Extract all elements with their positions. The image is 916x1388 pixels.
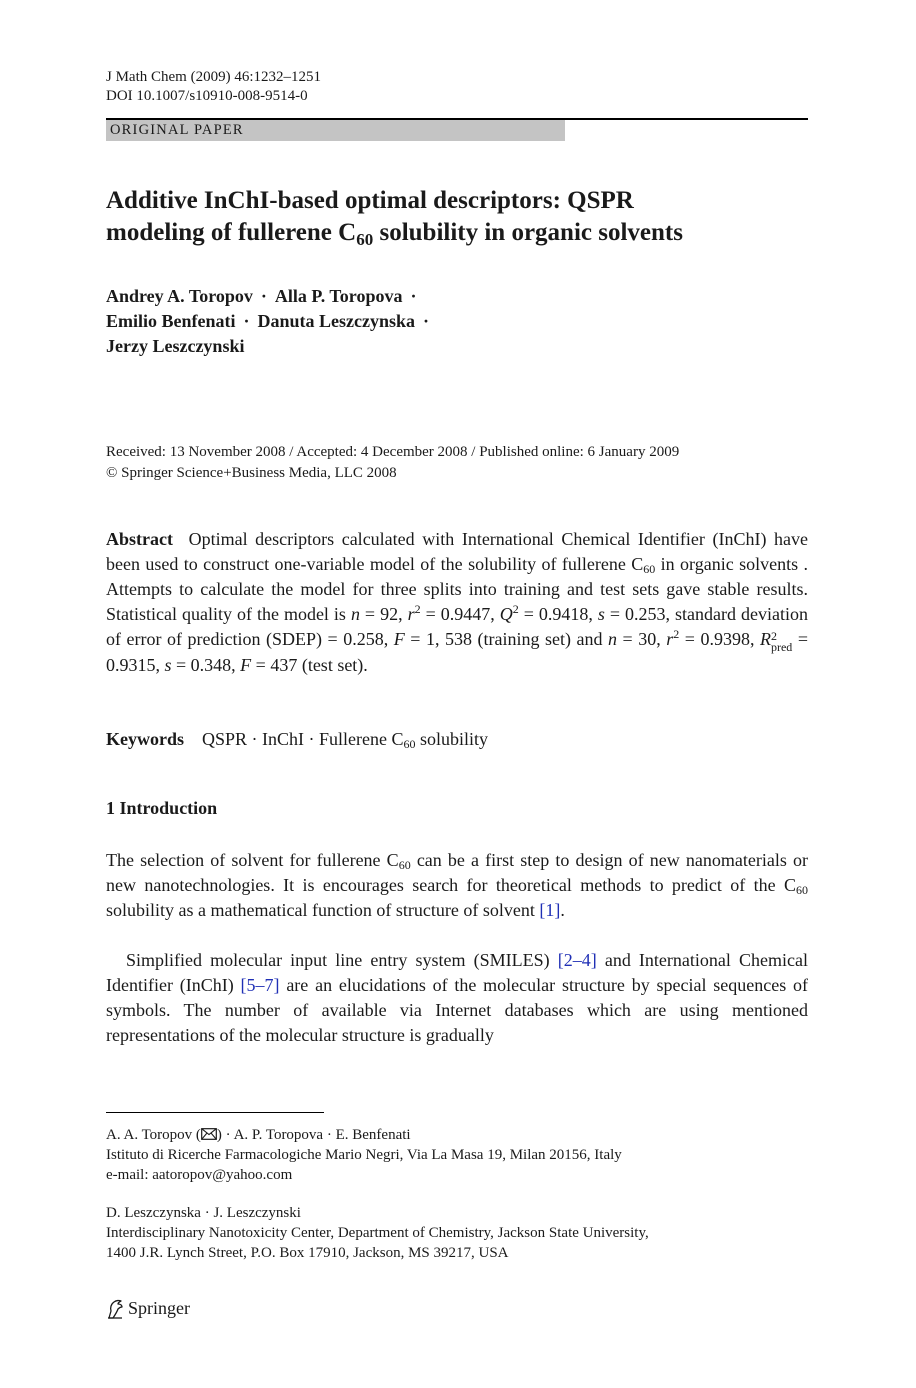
doi: DOI 10.1007/s10910-008-9514-0 [106,88,308,104]
author-list: Andrey A. Toropov · Alla P. Toropova · Emilio Benfenati · Danuta Leszczynska · Jerzy Leszczynski [106,286,430,356]
article-type-tag: ORIGINAL PAPER [106,120,565,141]
affiliation-2: D. Leszczynska · J. Leszczynski Interdisciplinary Nanotoxicity Center, Department of Chemistry, Jackson State University, 1400 J.R. Lynch Street, P.O. Box 17910, Jackson, MS 39217, USA [106,1205,649,1261]
springer-horse-icon [106,1299,124,1319]
footnote-rule [106,1112,324,1113]
abstract: Abstract Optimal descriptors calculated with International Chemical Identifier (InChI) have been used to construct one-variable model of the solubility of fullerene $C_{60}$ in organic solvents . Attempts to calculate the model for three splits into training and test sets gave stable results. Statistical quality of the model is n = 92, $r^2 = 0.9447$, $Q^2 = 0.9418$, s = 0.253, standard deviation of error of prediction (SDEP) = 0.258, F = 1, 538 (training set) and n = 30, $r^2 = 0.9398$, R 2 pred = 0.9315, s = 0.348, F = 437 (test set). [106,529,809,675]
paper-title: Additive InChI-based optimal descriptors: QSPR modeling of fullerene $C_{60}$ solubility in organic solvents [106,187,683,249]
section-heading-introduction: 1 Introduction [106,798,218,818]
citation-link-1[interactable]: [1] [539,900,561,920]
publication-dates: Received: 13 November 2008 / Accepted: 4 December 2008 / Published online: 6 January 2009 © Springer Science+Business Media, LLC 2008 [106,444,680,481]
citation-link-5-7[interactable]: [5–7] [240,975,280,995]
publisher-logo: Springer [106,1298,190,1319]
affiliation-1: A. A. Toropov ( ) · A. P. Toropova · E. Benfenati Istituto di Ricerche Farmacologiche Mario Negri, Via La Masa 19, Milan 20156, Italy e-mail: aatoropov@yahoo.com [106,1127,622,1183]
journal-citation: J Math Chem (2009) 46:1232–1251 [106,69,321,85]
citation-link-2-4[interactable]: [2–4] [557,950,597,970]
envelope-icon [201,1128,217,1140]
intro-paragraph-1: The selection of solvent for fullerene $C_{60}$ can be a first step to design of new nanomaterials or new nanotechnologies. It is encourages search for theoretical methods to predict of the $C_{60}$ solubility as a mathematical function of structure of solvent [1]. [106,850,808,920]
keywords: Keywords QSPR · InChI · Fullerene $C_{60}$ solubility [106,729,489,751]
intro-paragraph-2: Simplified molecular input line entry system (SMILES) [2–4] and International Chemical Identifier (InChI) [5–7] are an elucidations of the molecular structure by special sequences of symbols. The number of available via Internet databases which are using mentioned representations of the molecular structure is gradually [106,950,809,1045]
author-email[interactable]: e-mail: aatoropov@yahoo.com [106,1167,293,1183]
